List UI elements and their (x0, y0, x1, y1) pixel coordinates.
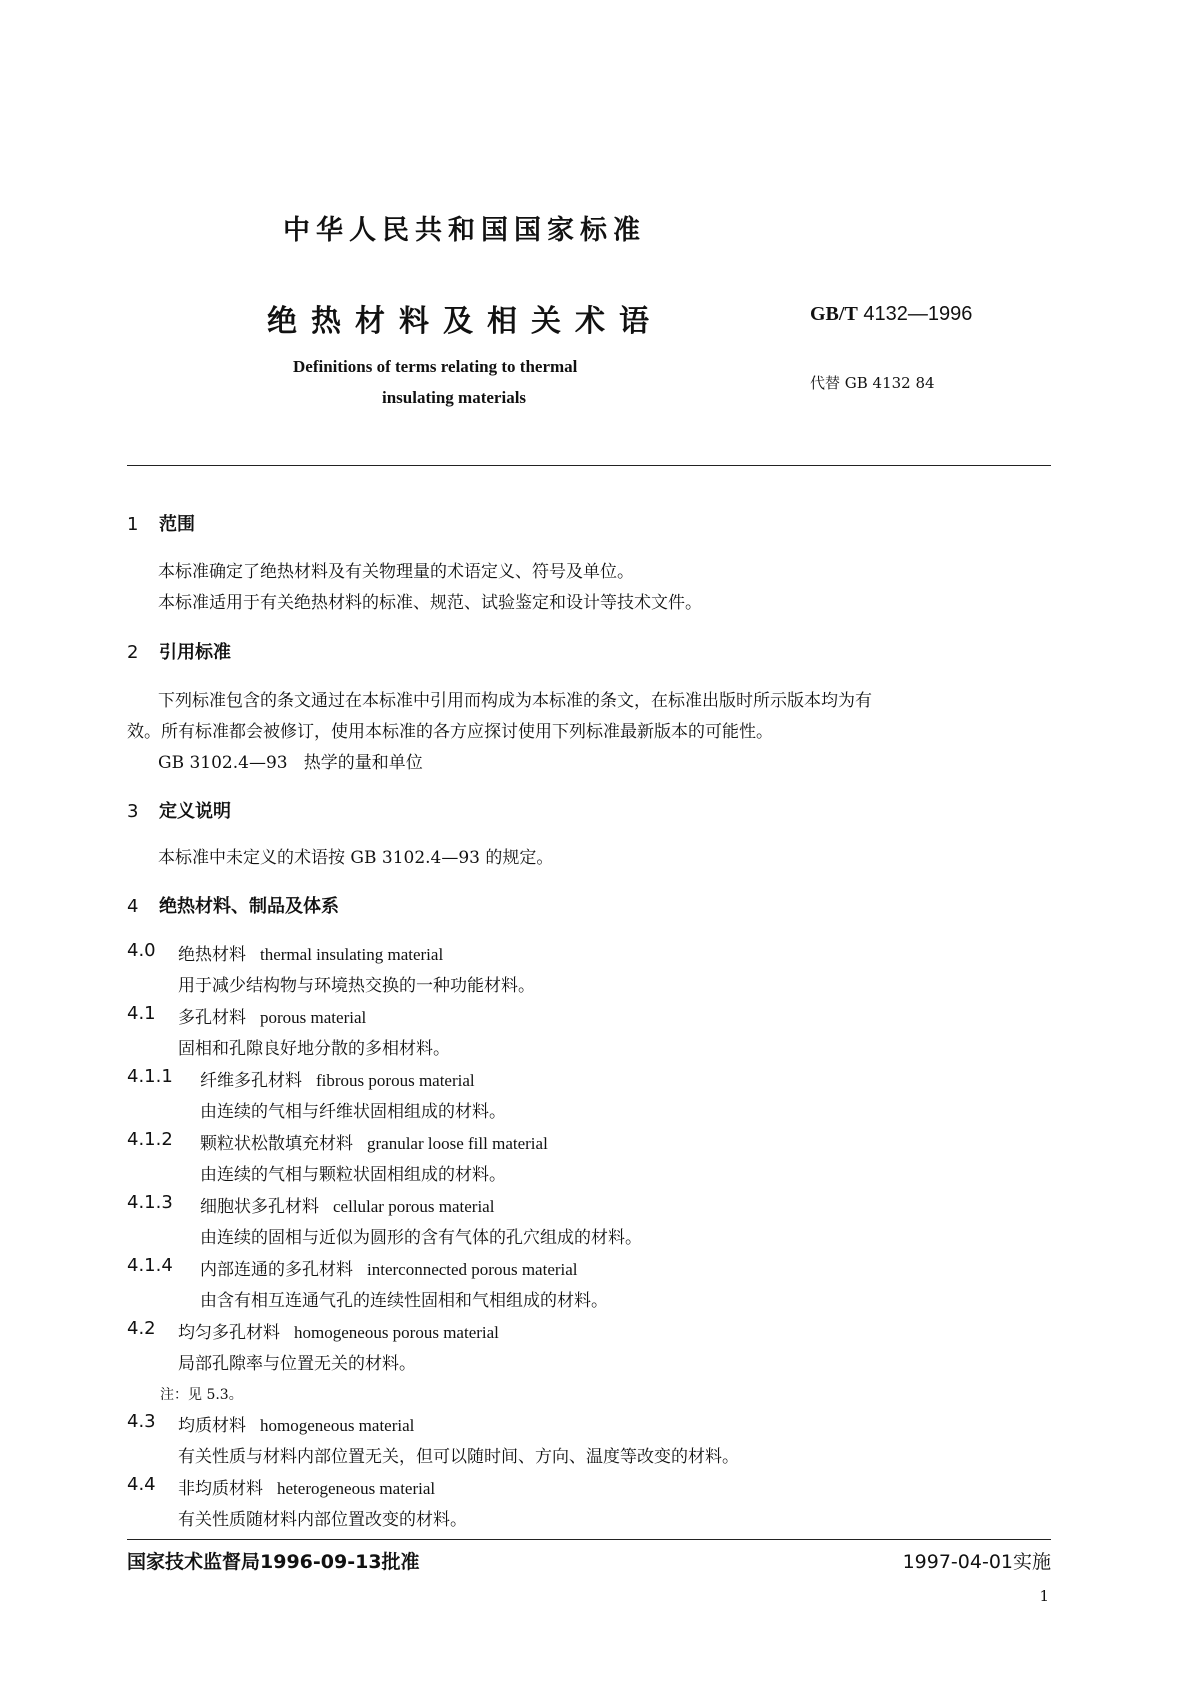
footer-divider (127, 1539, 1051, 1540)
section-number: 1 (127, 514, 139, 535)
term-cn: 纤维多孔材料 (200, 1071, 302, 1091)
entry-definition: 由连续的固相与近似为圆形的含有气体的孔穴组成的材料。 (200, 1228, 642, 1248)
header-divider (127, 465, 1051, 466)
entry-term (200, 1066, 475, 1091)
page-number: 1 (1039, 1587, 1049, 1605)
entry-definition: 有关性质随材料内部位置改变的材料。 (178, 1510, 467, 1530)
section-3-heading (127, 797, 231, 823)
term-en: cellular porous material (333, 1197, 495, 1216)
term-en: thermal insulating material (260, 945, 444, 964)
term-en: granular loose fill material (367, 1134, 548, 1153)
section-title: 绝热材料、制品及体系 (159, 896, 339, 917)
section-4-heading (127, 892, 339, 918)
country-standard-heading: 中华人民共和国国家标准 (283, 215, 646, 246)
entry-number: 4.4 (127, 1474, 156, 1495)
entry-term (178, 1318, 499, 1343)
section-2-reference: GB 3102.4—93 热学的量和单位 (158, 753, 423, 773)
term-en: porous material (260, 1008, 367, 1027)
section-1-heading (127, 510, 195, 536)
term-cn: 均匀多孔材料 (178, 1323, 280, 1343)
term-en: homogeneous porous material (294, 1323, 499, 1342)
entry-note: 注：见 5.3。 (160, 1387, 243, 1403)
entry-number: 4.3 (127, 1411, 156, 1432)
document-title-en-line1: Definitions of terms relating to thermal (293, 357, 578, 376)
entry-term (200, 1192, 494, 1217)
term-cn: 细胞状多孔材料 (200, 1197, 319, 1217)
entry-term (200, 1129, 548, 1154)
entry-number: 4.0 (127, 940, 156, 961)
entry-number: 4.1.2 (127, 1129, 173, 1150)
section-title: 引用标准 (159, 642, 231, 663)
section-1-para-2: 本标准适用于有关绝热材料的标准、规范、试验鉴定和设计等技术文件。 (158, 593, 702, 613)
term-cn: 非均质材料 (178, 1479, 263, 1499)
section-2-para-1a: 下列标准包含的条文通过在本标准中引用而构成为本标准的条文，在标准出版时所示版本均为有 (158, 691, 872, 711)
section-1-para-1: 本标准确定了绝热材料及有关物理量的术语定义、符号及单位。 (158, 562, 634, 582)
entry-number: 4.1.4 (127, 1255, 173, 1276)
entry-term (178, 1411, 414, 1436)
term-cn: 内部连通的多孔材料 (200, 1260, 353, 1280)
standard-number (810, 303, 972, 326)
term-en: homogeneous material (260, 1416, 415, 1435)
section-number: 4 (127, 896, 139, 917)
entry-definition: 由连续的气相与颗粒状固相组成的材料。 (200, 1165, 506, 1185)
document-title-en-line2: insulating materials (382, 388, 527, 407)
entry-definition: 局部孔隙率与位置无关的材料。 (178, 1354, 416, 1374)
section-2-para-1b: 效。所有标准都会被修订，使用本标准的各方应探讨使用下列标准最新版本的可能性。 (127, 722, 773, 742)
entry-number: 4.1 (127, 1003, 156, 1024)
document-title-cn: 绝热材料及相关术语 (267, 304, 663, 339)
entry-term (200, 1255, 578, 1280)
term-cn: 多孔材料 (178, 1008, 246, 1028)
replaces-standard: 代替 GB 4132 84 (810, 374, 935, 392)
entry-definition: 固相和孔隙良好地分散的多相材料。 (178, 1039, 450, 1059)
term-en: interconnected porous material (367, 1260, 578, 1279)
section-number: 3 (127, 801, 139, 822)
entry-definition: 有关性质与材料内部位置无关，但可以随时间、方向、温度等改变的材料。 (178, 1447, 739, 1467)
entry-term (178, 940, 443, 965)
term-cn: 均质材料 (178, 1416, 246, 1436)
effective-date: 1997-04-01实施 (902, 1551, 1051, 1573)
entry-definition: 由连续的气相与纤维状固相组成的材料。 (200, 1102, 506, 1122)
entry-number: 4.1.1 (127, 1066, 173, 1087)
term-cn: 绝热材料 (178, 945, 246, 965)
approval-date: 国家技术监督局1996-09-13批准 (127, 1551, 420, 1573)
term-en: fibrous porous material (316, 1071, 475, 1090)
term-cn: 颗粒状松散填充材料 (200, 1134, 353, 1154)
entry-number: 4.2 (127, 1318, 156, 1339)
entry-definition: 由含有相互连通气孔的连续性固相和气相组成的材料。 (200, 1291, 608, 1311)
entry-term (178, 1474, 435, 1499)
section-number: 2 (127, 642, 139, 663)
entry-number: 4.1.3 (127, 1192, 173, 1213)
term-en: heterogeneous material (277, 1479, 436, 1498)
standard-prefix: GB/T (810, 303, 858, 325)
standard-code: 4132—1996 (857, 303, 973, 325)
section-2-heading (127, 638, 231, 664)
entry-definition: 用于减少结构物与环境热交换的一种功能材料。 (178, 976, 535, 996)
section-3-para-1: 本标准中未定义的术语按 GB 3102.4—93 的规定。 (158, 848, 554, 868)
section-title: 定义说明 (159, 801, 231, 822)
entry-term (178, 1003, 366, 1028)
section-title: 范围 (159, 514, 195, 535)
